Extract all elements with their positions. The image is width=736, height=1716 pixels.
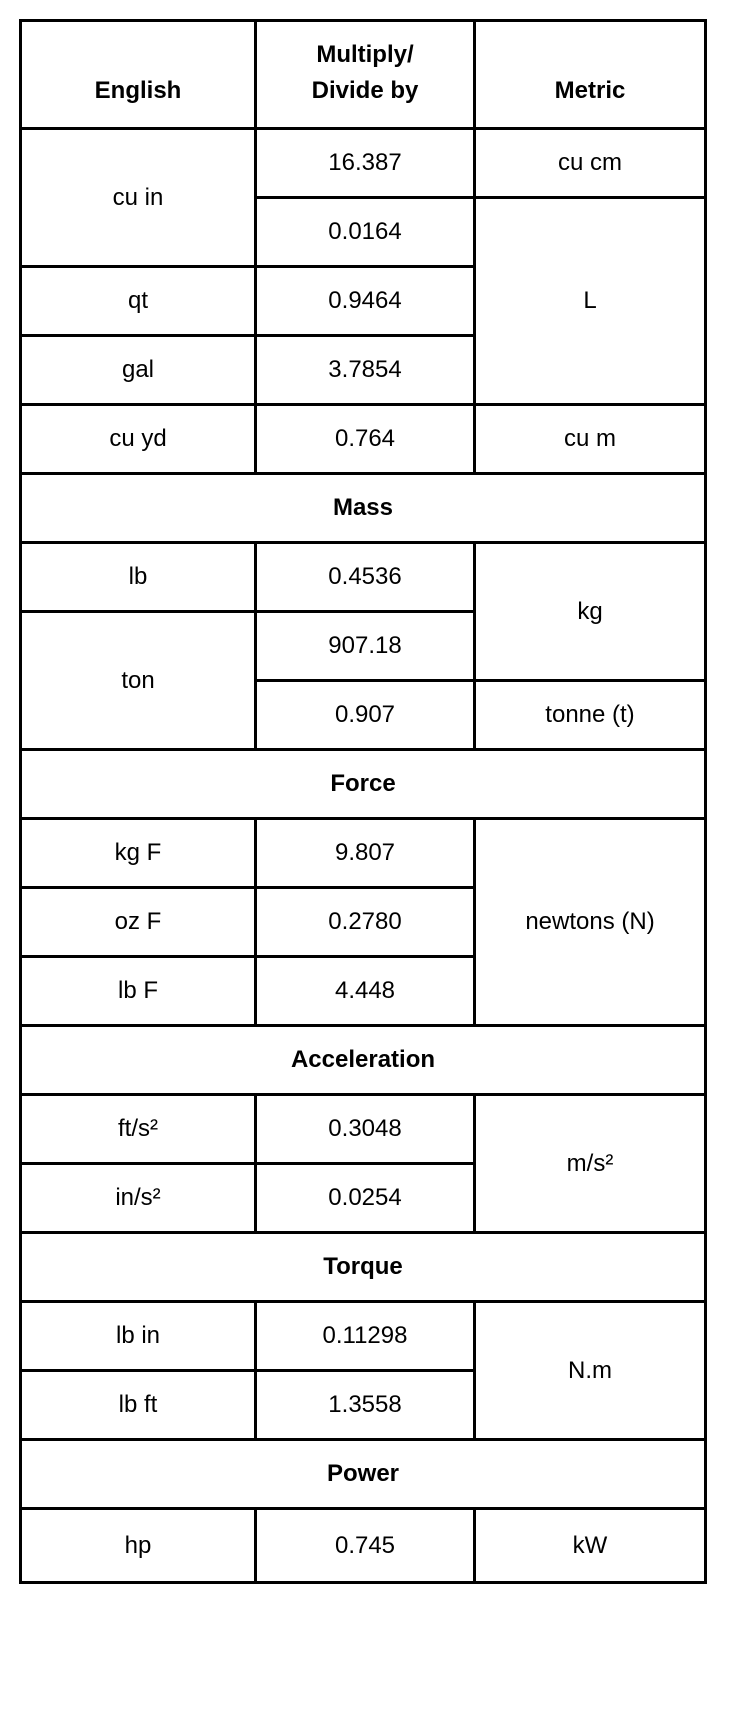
header-english: English xyxy=(21,21,256,129)
section-row-mass xyxy=(21,474,706,543)
metric-unit: newtons (N) xyxy=(475,819,706,1026)
english-unit: oz F xyxy=(21,888,256,957)
factor-value: 0.11298 xyxy=(256,1302,475,1371)
factor-value: 0.4536 xyxy=(256,543,475,612)
header-row xyxy=(21,21,706,129)
metric-unit: kg xyxy=(475,543,706,681)
english-unit: lb ft xyxy=(21,1371,256,1440)
table-row xyxy=(21,405,706,474)
english-unit: lb in xyxy=(21,1302,256,1371)
section-title: Power xyxy=(21,1440,706,1509)
table-row xyxy=(21,1302,706,1371)
factor-value: 3.7854 xyxy=(256,336,475,405)
metric-unit: N.m xyxy=(475,1302,706,1440)
english-unit: in/s² xyxy=(21,1164,256,1233)
english-unit: lb F xyxy=(21,957,256,1026)
header-factor xyxy=(256,21,475,129)
conversion-table xyxy=(19,19,707,1584)
header-factor-line1: Multiply/ xyxy=(316,41,414,68)
factor-value: 0.745 xyxy=(256,1509,475,1583)
factor-value: 16.387 xyxy=(256,129,475,198)
english-unit: ton xyxy=(21,612,256,750)
section-row-power xyxy=(21,1440,706,1509)
section-row-acceleration xyxy=(21,1026,706,1095)
english-unit: gal xyxy=(21,336,256,405)
table-row xyxy=(21,1509,706,1583)
factor-value: 4.448 xyxy=(256,957,475,1026)
section-row-force xyxy=(21,750,706,819)
metric-unit: kW xyxy=(475,1509,706,1583)
table-row xyxy=(21,543,706,612)
metric-unit: cu cm xyxy=(475,129,706,198)
header-factor-line2: Divide by xyxy=(311,77,419,104)
english-unit: cu in xyxy=(21,129,256,267)
section-title: Torque xyxy=(21,1233,706,1302)
section-title: Acceleration xyxy=(21,1026,706,1095)
metric-unit: tonne (t) xyxy=(475,681,706,750)
english-unit: hp xyxy=(21,1509,256,1583)
factor-value: 1.3558 xyxy=(256,1371,475,1440)
english-unit: lb xyxy=(21,543,256,612)
metric-unit: cu m xyxy=(475,405,706,474)
english-unit: qt xyxy=(21,267,256,336)
section-title: Mass xyxy=(21,474,706,543)
table-row xyxy=(21,129,706,198)
english-unit: kg F xyxy=(21,819,256,888)
factor-value: 0.764 xyxy=(256,405,475,474)
factor-value: 9.807 xyxy=(256,819,475,888)
metric-unit: L xyxy=(475,198,706,405)
english-unit: ft/s² xyxy=(21,1095,256,1164)
header-metric: Metric xyxy=(475,21,706,129)
table-row xyxy=(21,1095,706,1164)
factor-value: 0.0254 xyxy=(256,1164,475,1233)
factor-value: 0.9464 xyxy=(256,267,475,336)
metric-unit: m/s² xyxy=(475,1095,706,1233)
factor-value: 0.3048 xyxy=(256,1095,475,1164)
factor-value: 907.18 xyxy=(256,612,475,681)
table-row xyxy=(21,819,706,888)
section-title: Force xyxy=(21,750,706,819)
section-row-torque xyxy=(21,1233,706,1302)
factor-value: 0.907 xyxy=(256,681,475,750)
english-unit: cu yd xyxy=(21,405,256,474)
factor-value: 0.2780 xyxy=(256,888,475,957)
factor-value: 0.0164 xyxy=(256,198,475,267)
